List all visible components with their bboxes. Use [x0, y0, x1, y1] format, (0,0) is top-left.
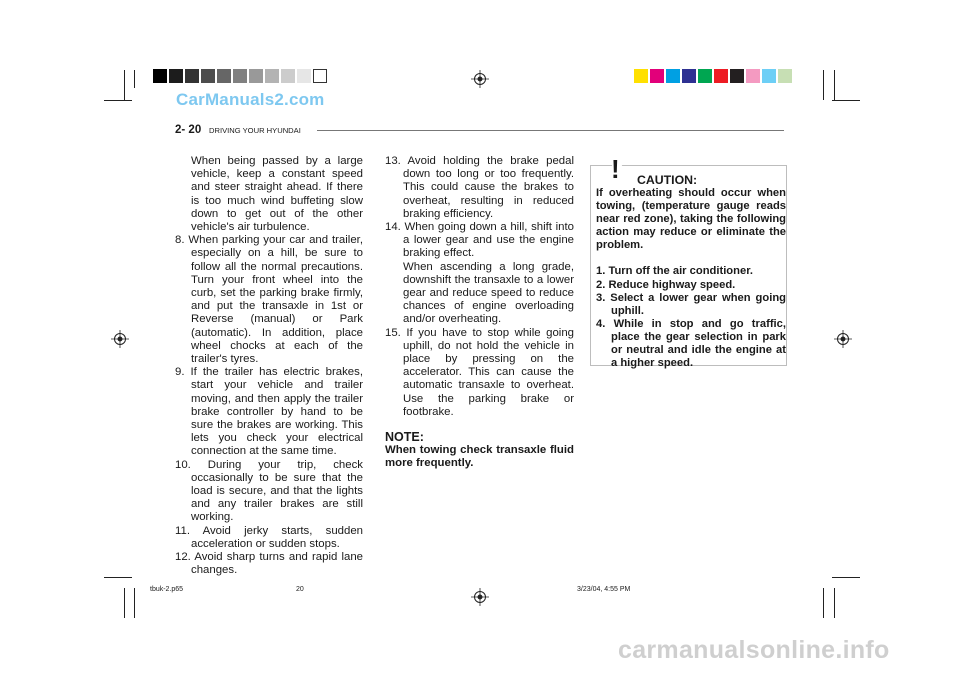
warning-exclamation-icon: !	[611, 154, 620, 184]
grayscale-swatch	[297, 69, 311, 83]
grayscale-swatch	[217, 69, 231, 83]
grayscale-swatch	[265, 69, 279, 83]
grayscale-swatch	[281, 69, 295, 83]
grayscale-swatch	[153, 69, 167, 83]
page-number: 2- 20	[175, 124, 202, 136]
left-column	[175, 155, 363, 578]
list-item: 15. If you have to stop while going uphill, do not hold the vehicle in place by pressing on the accelerator. This can cause the automatic transaxle to overheat. Use the parking brake or footbrake.	[385, 326, 574, 418]
registration-mark-icon	[471, 70, 489, 88]
crop-mark	[104, 577, 132, 578]
color-swatch	[682, 69, 696, 83]
caution-step: 1. Turn off the air conditioner.	[596, 265, 754, 278]
crop-mark	[823, 588, 824, 618]
passing-paragraph: When being passed by a large vehicle, keep a constant speed and steer straight ahead. If there is too much wind buffeting slow down to get out of the other vehicle's air turbulence.	[191, 155, 363, 234]
crop-mark	[834, 70, 835, 100]
list-item: 13. Avoid holding the brake pedal down too long or too frequently. This could cause the brakes to overheat, resulting in reduced braking efficiency.	[385, 155, 574, 220]
registration-mark-icon	[834, 330, 852, 348]
footer-page: 20	[296, 586, 304, 593]
header-rule	[317, 130, 784, 131]
section-title: DRIVING YOUR HYUNDAI	[209, 126, 301, 135]
crop-mark	[134, 588, 135, 618]
grayscale-swatch	[249, 69, 263, 83]
grayscale-swatch	[169, 69, 183, 83]
list-item: 14. When going down a hill, shift into a lower gear and use the engine braking effect.	[385, 221, 574, 260]
crop-mark	[104, 100, 132, 101]
crop-mark	[823, 70, 824, 100]
crop-mark	[832, 100, 860, 101]
note-title: NOTE:	[385, 430, 424, 445]
caution-title: CAUTION:	[637, 173, 698, 187]
registration-mark-icon	[471, 588, 489, 606]
grayscale-swatch	[233, 69, 247, 83]
grayscale-swatch	[201, 69, 215, 83]
color-swatch	[666, 69, 680, 83]
middle-column	[385, 155, 574, 470]
footer-filename: tbuk-2.p65	[150, 586, 184, 593]
caution-step: 4. While in stop and go traffic, place the gear selection in park or neutral and idle the engine at a higher speed.	[596, 317, 786, 370]
color-swatch	[714, 69, 728, 83]
list-item: 9. If the trailer has electric brakes, start your vehicle and trailer moving, and then apply the trailer brake controller by hand to be sure the brakes are working. This lets you check your electrical connection at the same time.	[175, 366, 363, 458]
crop-mark	[134, 70, 135, 88]
crop-mark	[124, 588, 125, 618]
footer-timestamp: 3/23/04, 4:55 PM	[577, 586, 631, 593]
list-item-continuation: When ascending a long grade, downshift the transaxle to a lower gear and reduce speed to reduce chances of engine overloading and/or overheating.	[403, 260, 574, 326]
crop-mark	[124, 70, 125, 100]
list-item: 11. Avoid jerky starts, sudden acceleration or sudden stops.	[175, 524, 363, 550]
color-swatch	[730, 69, 744, 83]
watermark-bottom[interactable]: carmanualsonline.info	[618, 636, 890, 664]
grayscale-swatch	[185, 69, 199, 83]
note-body: When towing check transaxle fluid more frequently.	[385, 444, 574, 470]
crop-mark	[834, 588, 835, 618]
color-swatch	[746, 69, 760, 83]
list-item: 12. Avoid sharp turns and rapid lane changes.	[175, 551, 363, 577]
grayscale-swatch	[313, 69, 327, 83]
crop-mark	[832, 577, 860, 578]
color-swatch	[698, 69, 712, 83]
color-swatch	[650, 69, 664, 83]
caution-step: 2. Reduce highway speed.	[596, 278, 736, 291]
registration-mark-icon	[111, 330, 129, 348]
color-swatch	[634, 69, 648, 83]
caution-step: 3. Select a lower gear when going uphill.	[596, 291, 786, 317]
list-item: 8. When parking your car and trailer, especially on a hill, be sure to follow all the normal precautions. Turn your front wheel into the curb, set the parking brake firmly, and put the transaxle in 1st or Reverse (manual) or Park (automatic). In addition, place wheel chocks at each of the trailer's tyres.	[175, 234, 363, 366]
caution-spacer	[596, 252, 786, 265]
caution-text	[596, 187, 786, 370]
color-swatch	[762, 69, 776, 83]
color-swatch	[778, 69, 792, 83]
list-item: 10. During your trip, check occasionally to be sure that the load is secure, and that the lights and any trailer brakes are still working.	[175, 458, 363, 524]
caution-intro: If overheating should occur when towing, (temperature gauge reads near red zone), taking the following action may reduce or eliminate the problem.	[596, 187, 786, 252]
watermark-top[interactable]: CarManuals2.com	[176, 90, 325, 109]
